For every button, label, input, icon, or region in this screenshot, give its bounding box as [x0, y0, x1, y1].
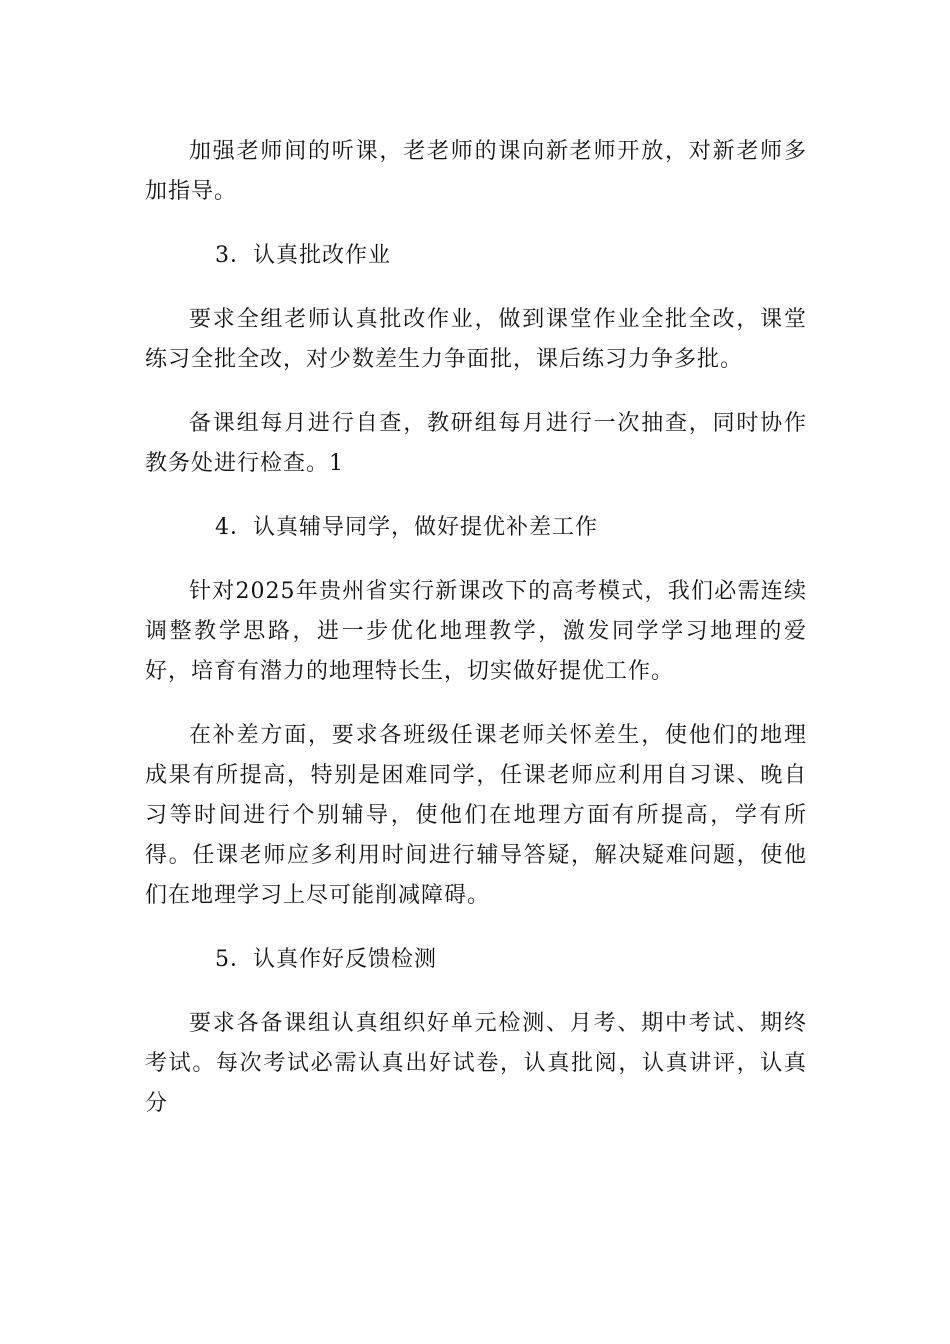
paragraph-teacher-observation: 加强老师间的听课，老老师的课向新老师开放，对新老师多加指导。 — [145, 139, 807, 204]
paragraph-self-inspection: 备课组每月进行自查，教研组每月进行一次抽查，同时协作教务处进行检查。1 — [145, 411, 807, 476]
paragraph-remedial-support: 在补差方面，要求各班级任课老师关怀差生，使他们的地理成果有所提高，特别是困难同学，任课老师应利用自习课、晚自习等时间进行个别辅导，使他们在地理方面有所提高，学有所得。任课老师应多利用时间进行辅导答疑，解决疑难问题，使他们在地理学习上尽可能削减障碍。 — [145, 723, 807, 908]
paragraph-exams: 要求各备课组认真组织好单元检测、月考、期中考试、期终考试。每次考试必需认真出好试卷，认真批阅，认真讲评，认真分 — [145, 1011, 807, 1116]
section-heading-grading: 3．认真批改作业 — [215, 243, 391, 268]
paragraph-new-curriculum: 针对2025年贵州省实行新课改下的高考模式，我们必需连续调整教学思路，进一步优化地理教学，激发同学学习地理的爱好，培育有潜力的地理特长生，切实做好提优工作。 — [145, 579, 807, 684]
section-heading-tutoring: 4．认真辅导同学，做好提优补差工作 — [215, 515, 598, 540]
document-body — [145, 132, 807, 1148]
section-heading-feedback: 5．认真作好反馈检测 — [215, 947, 437, 972]
paragraph-grading-requirements: 要求全组老师认真批改作业，做到课堂作业全批全改，课堂练习全批全改，对少数差生力争面批，课后练习力争多批。 — [145, 307, 807, 372]
